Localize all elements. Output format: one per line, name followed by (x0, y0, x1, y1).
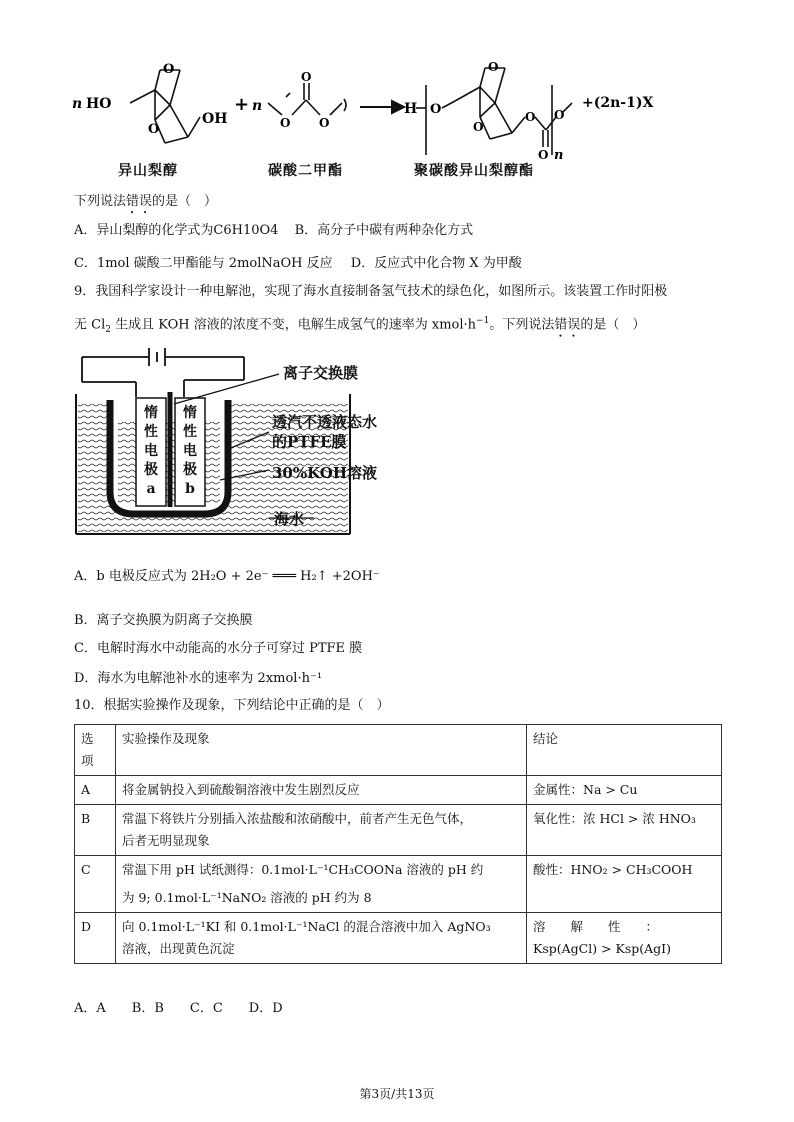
svg-text:O: O (163, 62, 175, 77)
svg-text:O: O (473, 120, 484, 134)
q9-stem-line1: 9．我国科学家设计一种电解池，实现了海水直接制备氢气技术的绿色化，如图所示。该装置工作时阳极 (74, 284, 668, 299)
svg-text:H: H (404, 101, 418, 117)
fig-label-ptfe: 透汽不透液态水 的PTFE膜 (272, 413, 378, 451)
svg-text:n: n (554, 148, 564, 163)
svg-text:O: O (280, 116, 291, 130)
svg-text:+: + (234, 94, 250, 115)
header-option: 选 项 (75, 725, 116, 776)
q8-option-c: C．1mol 碳酸二甲酯能与 2molNaOH 反应 (74, 256, 333, 271)
svg-text:O: O (319, 116, 330, 130)
table-row: D 向 0.1mol·L⁻¹KI 和 0.1mol·L⁻¹NaCl 的混合溶液中加入 AgNO₃ 溶液，出现黄色沉淀 溶 解 性 ： Ksp(AgCl) > Ksp(AgI) (75, 913, 722, 964)
q10-answers: A．A B．B C．C D．D (74, 1001, 283, 1016)
svg-text:n: n (252, 98, 263, 114)
q8-option-a-formula: C6H10O4 (213, 223, 279, 238)
table-row: A 将金属钠投入到硫酸铜溶液中发生剧烈反应 金属性：Na > Cu (75, 776, 722, 805)
svg-text:O: O (488, 60, 499, 74)
label-polymer: 聚碳酸异山梨醇酯 (414, 163, 534, 179)
electrode-b: 惰 性 电 极 b (183, 405, 197, 497)
q8-option-d: D．反应式中化合物 X 为甲酸 (350, 256, 522, 271)
q8-option-a: A．异山梨醇的化学式为 (74, 223, 214, 238)
svg-text:O: O (538, 148, 549, 162)
reaction-arrow (360, 101, 404, 113)
byproduct-label: +(2n-1)X (582, 95, 654, 111)
ho-label: HO (86, 96, 112, 112)
q10-stem: 10．根据实验操作及现象，下列结论中正确的是（ ） (74, 698, 390, 713)
q9-option-c: C．电解时海水中动能高的水分子可穿过 PTFE 膜 (74, 641, 363, 656)
table-row: C 常温下用 pH 试纸测得：0.1mol·L⁻¹CH₃COONa 溶液的 pH 约 为 9; 0.1mol·L⁻¹NaNO₂ 溶液的 pH 约为 8 酸性：HNO₂ > CH₃COOH (75, 856, 722, 913)
oh-label: OH (202, 111, 228, 127)
dimethyl-carbonate-structure (268, 83, 346, 115)
coef-n1: n (72, 96, 83, 112)
electrode-a: 惰 性 电 极 a (144, 405, 158, 497)
table-header-row (75, 725, 722, 776)
q8-options-cd (74, 255, 522, 273)
q9-option-d: D．海水为电解池补水的速率为 2xmol·h⁻¹ (74, 671, 323, 686)
fig-label-seawater: 海水 (274, 510, 305, 528)
power-supply-icon (82, 348, 244, 397)
svg-text:O: O (554, 108, 565, 122)
header-conclusion: 结论 (527, 725, 722, 776)
fig-label-koh: 30%KOH溶液 (272, 464, 378, 482)
isosorbide-structure (130, 70, 200, 143)
page-footer: 第3页/共13页 (359, 1087, 435, 1101)
q9-option-b: B．离子交换膜为阴离子交换膜 (74, 613, 253, 628)
q8-options-ab (74, 222, 473, 240)
svg-text:O: O (525, 110, 536, 124)
q9-option-a: A．b 电极反应式为 2H₂O + 2e⁻ ═══ H₂↑ +2OH⁻ (74, 569, 380, 584)
table-row: B 常温下将铁片分别插入浓盐酸和浓硝酸中，前者产生无色气体， 后者无明显现象 氧化性：浓 HCl > 浓 HNO₃ (75, 805, 722, 856)
experiment-table (74, 724, 722, 964)
fig-label-membrane: 离子交换膜 (283, 364, 359, 382)
label-isosorbide: 异山梨醇 (118, 163, 178, 179)
svg-text:O: O (430, 102, 442, 117)
svg-text:O: O (148, 122, 160, 137)
header-operation: 实验操作及现象 (116, 725, 527, 776)
q8-option-b: B．高分子中碳有两种杂化方式 (294, 223, 474, 238)
label-dmc: 碳酸二甲酯 (268, 163, 343, 179)
svg-text:O: O (301, 70, 312, 84)
q9-stem-line2: 无 $Cl_2$ 生成且 KOH 溶液的浓度不变，电解生成氢气的速率为 $xmol\cdot h^{-1}$。下列说法错误的是（ ） (74, 316, 646, 335)
q8-stem: 下列说法错误的是（ ） (74, 194, 218, 209)
